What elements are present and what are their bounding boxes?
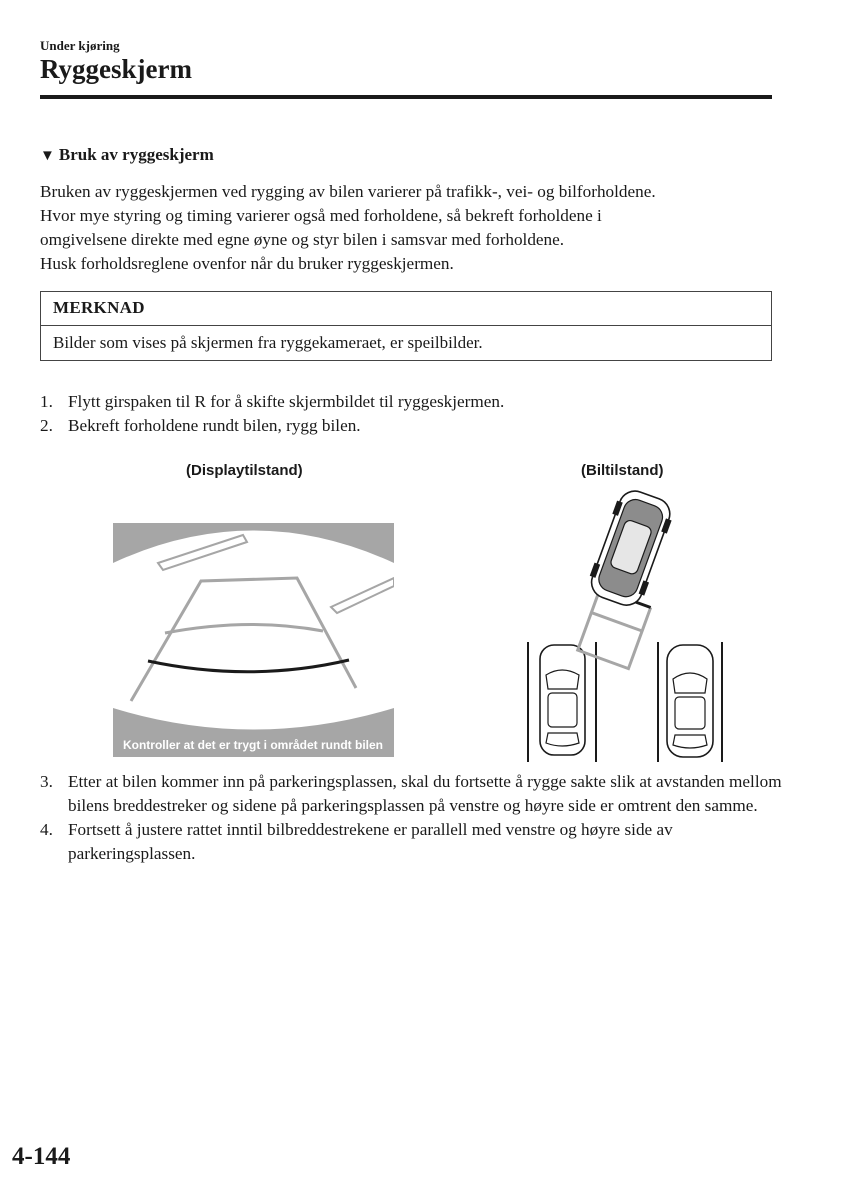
breadcrumb: Under kjøring [40, 38, 120, 53]
vehicle-state-illustration [520, 490, 740, 762]
intro-line: Bruken av ryggeskjermen ved rygging av bilen varierer på trafikk-, vei- og bilforholdene. [40, 182, 656, 201]
display-caption: (Displaytilstand) [186, 462, 303, 479]
list-item [40, 390, 800, 414]
section-heading [40, 145, 214, 165]
step-text: Etter at bilen kommer inn på parkeringsplassen, skal du fortsette å rygge sakte slik at avstanden mellom bilens breddestreker og sidene på parkeringsplassen på venstre og høyre side er omtrent den samme. [68, 772, 782, 815]
intro-paragraph [40, 180, 780, 276]
list-item [40, 770, 800, 818]
step-number: 2. [40, 416, 53, 435]
note-text: Bilder som vises på skjermen fra ryggekameraet, er speilbilder. [53, 333, 483, 352]
camera-overlay-text: Kontroller at det er trygt i området rundt bilen [122, 738, 384, 752]
step-list-second [40, 770, 800, 866]
note-box [40, 291, 772, 361]
page-title: Ryggeskjerm [40, 54, 193, 84]
note-title: MERKNAD [53, 298, 145, 317]
list-item [40, 414, 800, 438]
step-list-first [40, 390, 800, 438]
section-heading-text: Bruk av ryggeskjerm [58, 145, 214, 164]
step-number: 4. [40, 820, 53, 839]
intro-line: omgivelsene direkte med egne øyne og styr bilen i samsvar med forholdene. [40, 230, 565, 249]
parked-car-right [667, 645, 713, 757]
intro-line: Husk forholdsreglene ovenfor når du bruker ryggeskjermen. [40, 254, 454, 273]
step-number: 1. [40, 392, 53, 411]
triangle-down-icon: ▼ [40, 148, 55, 164]
list-item [40, 818, 800, 866]
reversing-car [584, 490, 677, 611]
note-header [41, 292, 771, 326]
step-text: Fortsett å justere rattet inntil bilbreddestrekene er parallell med venstre og høyre side av parkeringsplassen. [68, 820, 673, 863]
step-text: Bekreft forholdene rundt bilen, rygg bilen. [68, 416, 361, 435]
step-number: 3. [40, 772, 53, 791]
intro-line: Hvor mye styring og timing varierer også med forholdene, så bekreft forholdene i [40, 206, 602, 225]
title-divider [40, 95, 772, 99]
step-text: Flytt girspaken til R for å skifte skjermbildet til ryggeskjermen. [68, 392, 505, 411]
page-number: 4-144 [12, 1143, 71, 1170]
camera-display-illustration [113, 523, 394, 757]
vehicle-caption: (Biltilstand) [581, 462, 664, 479]
parked-car-left [540, 645, 585, 755]
